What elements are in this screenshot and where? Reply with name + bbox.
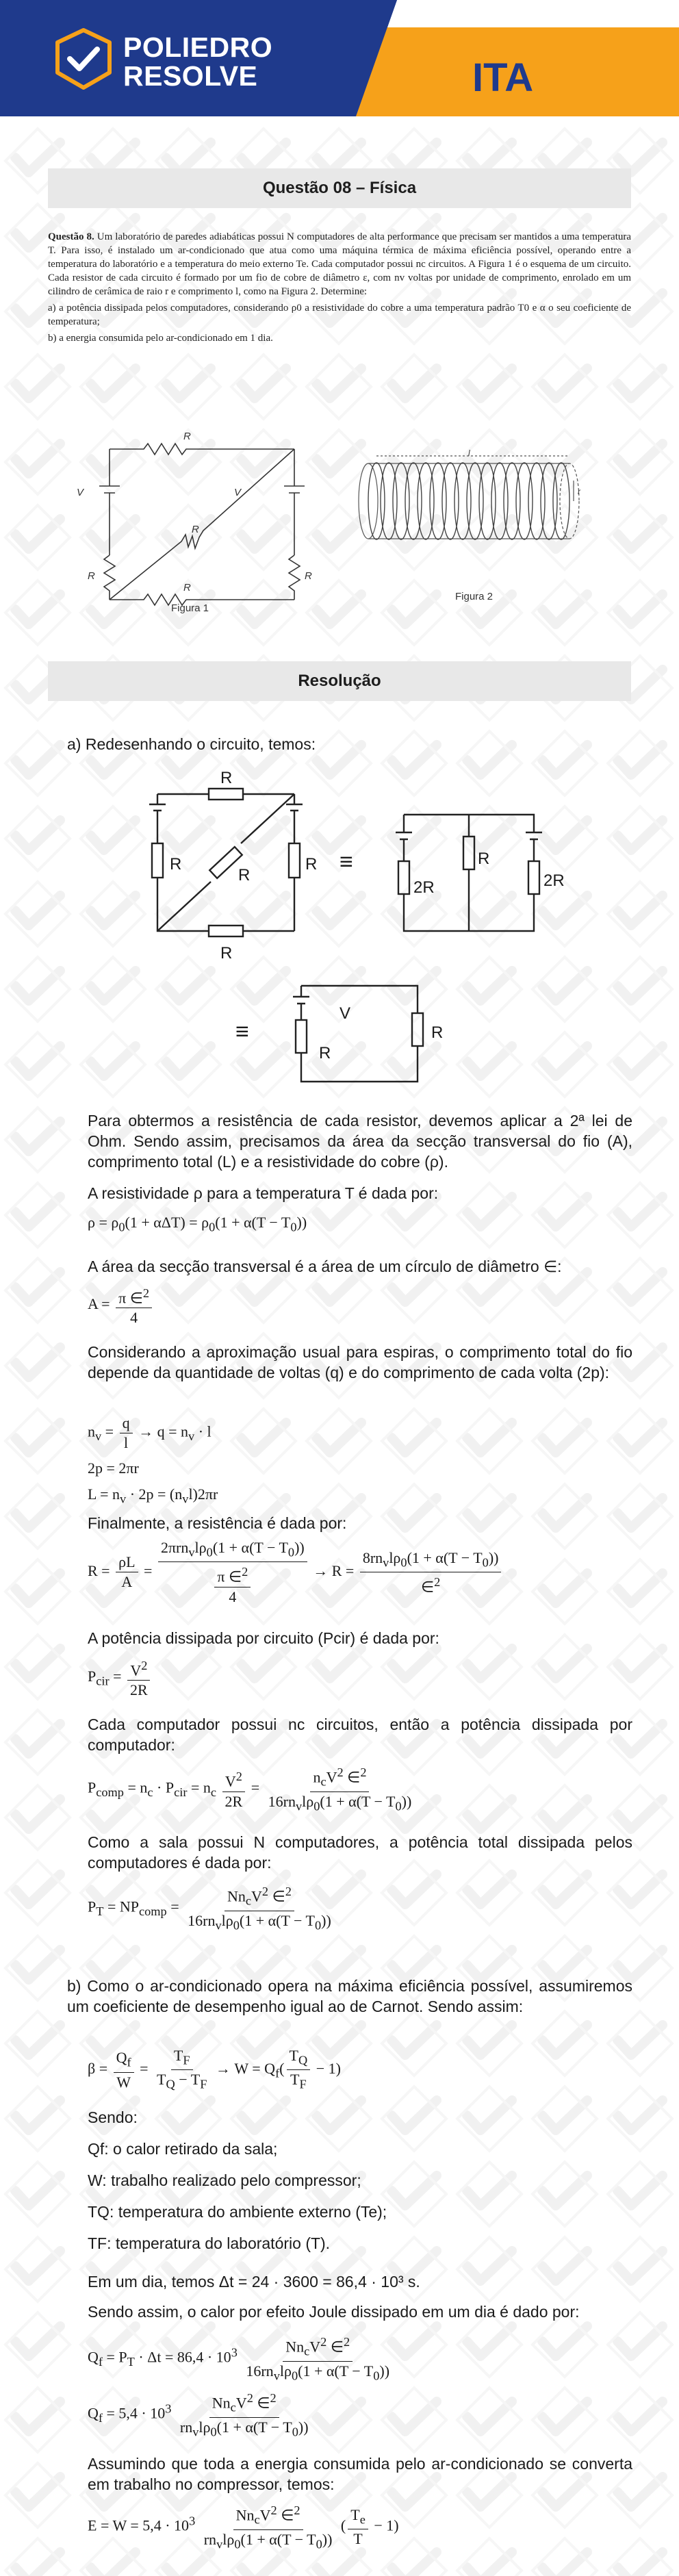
eq-turns: $n_v$ = $\frac{q}{l}$ → $q = n_v \cdot l$ [88, 1414, 212, 1451]
p5: Finalmente, a resistência é dada por: [88, 1514, 347, 1532]
question-title: Questão 08 – Física [48, 168, 631, 208]
eq-total-length: $L = n_v \cdot 2p = (n_vl)2\pi r$ [88, 1485, 218, 1506]
circ-label-2r-left: 2R [413, 878, 435, 897]
eq-perimeter: 2p = 2πr [88, 1459, 139, 1477]
text-def-tq: TQ: temperatura do ambiente externo (Te); [88, 2203, 387, 2221]
circ-label-r-eq-right: R [431, 1023, 444, 1042]
text-def-qf: Qf: o calor retirado da sala; [88, 2140, 278, 2158]
p2: A resistividade ρ para a temperatura T é dada por: [88, 1184, 439, 1202]
circ-label-r-bottom: R [220, 944, 233, 962]
text-total-power [88, 1832, 632, 1873]
question-paragraph: Um laboratório de paredes adiabáticas possui N computadores de alta performance que precisam ser mantidos a uma temperatura T. Para isso, é instalado um ar-condicionado que atua como uma máquina térmica de máxima eficiência possível, operando entre a temperatura do laboratório e a temperatura do meio externo Te. Cada computador possui nc circuitos. A Figura 1 é o esquema de um circuito. Cada resistor de cada circuito é formado por um fio de cobre de diâmetro ε, com nv voltas por unidade de comprimento, enrolado em um cilindro de cerâmica de raio r e comprimento l, como na Figura 2. Determine: [48, 231, 632, 297]
fig1-caption: Figura 1 [171, 602, 209, 614]
figure-2-coil [356, 448, 589, 604]
p7: Cada computador possui nc circuitos, então a potência dissipada por computador: [88, 1716, 632, 1754]
eq-circuit-power: $P_{cir}$ = $\frac{V^2}{2R}$ [88, 1657, 153, 1699]
text-length [88, 1342, 632, 1383]
text-b-intro [67, 1976, 632, 2017]
exam-name: ITA [472, 55, 534, 100]
redrawn-circuit-diagram [137, 760, 565, 965]
eq-heat-1: $Q_f = P_T \cdot \Delta t = 86,4 \cdot 10^3$ $\frac{Nn_cV^2 \in^2}{16rn_vl\rho_0(1 + \alpha(T - T_0))}$ [88, 2333, 394, 2384]
circ-label-r-diag: R [238, 866, 251, 884]
p6: A potência dissipada por circuito (Pcir) é dada por: [88, 1629, 439, 1647]
equivalent-circuit-diagram [226, 972, 452, 1088]
text-resistance [88, 1513, 632, 1533]
circ-label-r-right: R [305, 855, 318, 873]
text-area [88, 1256, 632, 1277]
text-def-w: W: trabalho realizado pelo compressor; [88, 2171, 361, 2189]
text-computer-power [88, 1714, 632, 1755]
equiv-sign-2: ≡ [235, 1019, 249, 1045]
question-label: Questão 8. [48, 231, 94, 242]
text-joule-heat: Sendo assim, o calor por efeito Joule dissipado em um dia é dado por: [88, 2303, 580, 2321]
question-statement [48, 230, 631, 348]
fig2-label-r: r [578, 487, 580, 496]
text-one-day: Em um dia, temos Δt = 24 · 3600 = 86,4 · 10³ s. [88, 2273, 420, 2291]
fig1-label-v-right: V [234, 487, 242, 498]
resolution-title: Resolução [48, 661, 631, 701]
circ-label-r-top: R [220, 769, 233, 787]
eq-energy: $E = W = 5,4 \cdot 10^3$ $\frac{Nn_cV^2 \in^2}{rn_vl\rho_0(1 + \alpha(T - T_0))}$ ( $\frac{T_e}{T}$ − 1) [88, 2501, 399, 2553]
resolution-a-intro: a) Redesenhando o circuito, temos: [67, 735, 316, 753]
text-circuit-power [88, 1628, 632, 1648]
b-intro: b) Como o ar-condicionado opera na máxima eficiência possível, assumiremos um coeficiente de desempenho igual ao de Carnot. Sendo assim: [67, 1977, 632, 2015]
p8: Como a sala possui N computadores, a potência total dissipada pelos computadores é dada por: [88, 1833, 632, 1872]
question-item-a: a) a potência dissipada pelos computadores, considerando ρ0 a resistividade do cobre a uma temperatura padrão T0 e α o seu coeficiente de temperatura; [48, 303, 631, 327]
p1: Para obtermos a resistência de cada resistor, devemos aplicar a 2ª lei de Ohm. Sendo assim, precisamos da área da secção transversal do fio (A), comprimento total (L) e a resistividade do cobre (ρ). [88, 1112, 632, 1171]
check-shield-icon [53, 27, 114, 90]
fig1-label-r-bottom: R [183, 582, 191, 594]
circ-label-v: V [340, 1004, 351, 1023]
circ-label-r-eq: R [319, 1044, 331, 1062]
fig1-label-r-right: R [305, 570, 312, 582]
circ-label-r-mid: R [478, 850, 490, 868]
eq-computer-power: $P_{comp} = n_c \cdot P_{cir} = n_c$ $\frac{V^2}{2R}$ = $\frac{n_cV^2 \in^2}{16rn_vl\rho_0(1 + \alpha(T - T_0))}$ [88, 1763, 416, 1815]
text-resistivity [88, 1183, 632, 1203]
eq-heat-2: $Q_f = 5,4 \cdot 10^3$ $\frac{Nn_cV^2 \in^2}{rn_vl\rho_0(1 + \alpha(T - T_0))}$ [88, 2389, 313, 2440]
question-item-b: b) a energia consumida pelo ar-condicionado em 1 dia. [48, 333, 273, 344]
fig1-label-r-left: R [88, 570, 95, 582]
figure-1-circuit [68, 415, 315, 613]
text-def-tf: TF: temperatura do laboratório (T). [88, 2234, 331, 2252]
eq-resistance: R = $\frac{\rho L}{A}$ = $\frac{2\pi rn_vl\rho_0(1 + \alpha(T - T_0))}{\frac{\pi \in^2}{4}}$ → R = $\frac{8rn_vl\rho_0(1 + \alpha(T - T_0))}{\in^2}$ [88, 1539, 503, 1606]
eq-area: A = $\frac{\pi \in^2}{4}$ [88, 1284, 154, 1327]
equiv-sign-1: ≡ [340, 849, 353, 875]
circ-label-r-left: R [170, 855, 182, 873]
header-banner [0, 0, 679, 123]
p3: A área da secção transversal é a área de um círculo de diâmetro ∈: [88, 1258, 562, 1275]
circ-label-2r-right: 2R [543, 871, 565, 890]
p11: Assumindo que toda a energia consumida pelo ar-condicionado se converta em trabalho no compressor, temos: [88, 2455, 632, 2493]
fig1-label-v-left: V [77, 487, 84, 498]
brand-line1: POLIEDRO [123, 31, 273, 63]
fig1-label-r-diag: R [192, 524, 199, 535]
eq-carnot: β = $\frac{Q_f}{W}$ = $\frac{T_F}{T_Q - T_F}$ → $W = Q_f$( $\frac{T_Q}{T_F}$ − 1) [88, 2047, 341, 2091]
brand-line2: RESOLVE [123, 60, 258, 92]
text-ohm-law [88, 1110, 632, 1172]
p4: Considerando a aproximação usual para espiras, o comprimento total do fio depende da quantidade de voltas (q) e do comprimento de cada volta (2p): [88, 1343, 632, 1381]
eq-total-power: $P_T = NP_{comp}$ = $\frac{Nn_cV^2 \in^2}{16rn_vl\rho_0(1 + \alpha(T - T_0))}$ [88, 1883, 336, 1934]
fig2-caption: Figura 2 [455, 591, 494, 602]
fig2-label-l: l [468, 448, 470, 458]
text-energy [88, 2453, 632, 2495]
eq-resistivity: $\rho = \rho_0(1 + \alpha\Delta T) = \rho_0(1 + \alpha(T - T_0))$ [88, 1214, 307, 1234]
text-sendo: Sendo: [88, 2108, 138, 2126]
fig1-label-r-top: R [183, 431, 191, 442]
